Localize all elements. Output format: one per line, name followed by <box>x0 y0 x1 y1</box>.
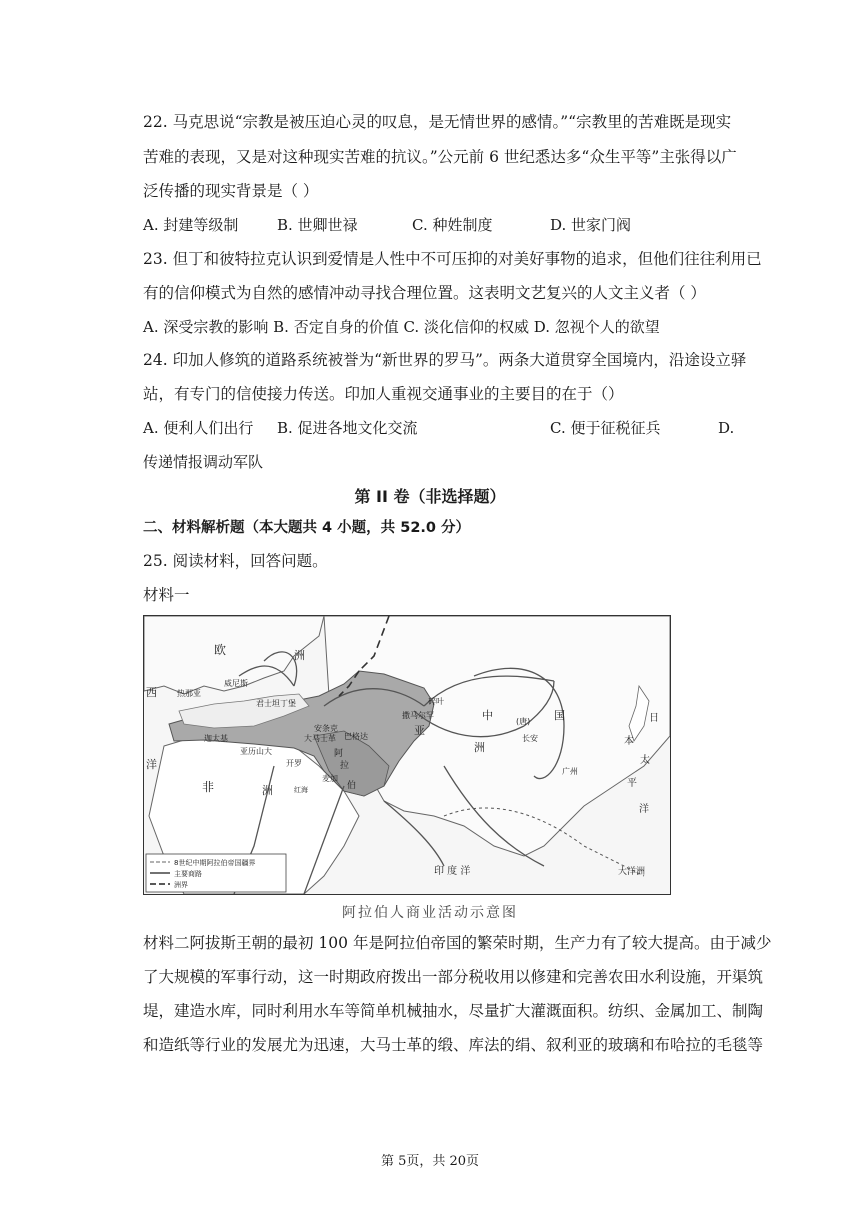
page-footer: 第 5页，共 20页 <box>380 1154 480 1169</box>
q22-option-c: C. 种姓制度 <box>412 216 493 234</box>
label-carthage: 迦太基 <box>204 734 228 743</box>
q22-option-a: A. 封建等级制 <box>143 216 239 234</box>
legend-boundary: 8世纪中期阿拉伯帝国疆界 <box>174 859 256 867</box>
label-red-sea: 红海 <box>294 786 308 794</box>
material-two-line-3: 堤，建造水库，同时利用水车等简单机械抽水，尽量扩大灌溉面积。纺织、金属加工、制陶 <box>143 1002 764 1020</box>
label-cairo: 开罗 <box>286 759 302 768</box>
label-arabia-2: 拉 <box>340 761 350 771</box>
label-mecca: 麦加 <box>322 774 338 783</box>
legend-continent-border: 洲界 <box>174 881 188 889</box>
material-two-line-4: 和造纸等行业的发展尤为迅速，大马士革的缎、库法的绢、叙利亚的玻璃和布哈拉的毛毯等 <box>143 1036 764 1054</box>
map-caption: 阿拉伯人商业活动示意图 <box>342 905 518 921</box>
label-west-1: 西 <box>146 686 157 699</box>
q24-option-d-text: 传递情报调动军队 <box>143 453 264 471</box>
label-arabia-3: 伯 <box>347 781 357 791</box>
q24-option-d: D. <box>718 419 735 437</box>
q23-line-2: 有的信仰模式为自然的感情冲动寻找合理位置。这表明文艺复兴的人文主义者（ ） <box>143 284 706 302</box>
material-two-line-1: 材料二阿拔斯王朝的最初 100 年是阿拉伯帝国的繁荣时期，生产力有了较大提高。由于减少 <box>143 934 772 952</box>
q24-option-b: B. 促进各地文化交流 <box>277 419 418 437</box>
label-europe-1: 欧 <box>214 643 227 657</box>
q22-line-1: 22. 马克思说“宗教是被压迫心灵的叹息，是无情世界的感情。”“宗教里的苦难既是现实 <box>143 113 732 131</box>
q24-option-a: A. 便利人们出行 <box>143 419 254 437</box>
q23-options: A. 深受宗教的影响 B. 否定自身的价值 C. 淡化信仰的权威 D. 忽视个人的欲望 <box>143 318 660 336</box>
label-tang: (唐) <box>516 717 531 726</box>
label-china-2: 国 <box>554 709 565 722</box>
label-japan-1: 日 <box>649 713 659 724</box>
label-indian-ocean: 印 度 洋 <box>434 866 471 877</box>
label-oceania: 大洋洲 <box>618 867 646 877</box>
legend-trade-route: 主要商路 <box>174 870 202 878</box>
label-japan-2: 本 <box>624 736 634 747</box>
label-genoa: 热那亚 <box>177 689 201 698</box>
label-china-1: 中 <box>482 709 493 722</box>
label-damascus: 大马士革 <box>304 734 336 743</box>
label-pacific-2: 平 <box>627 778 637 789</box>
q22-line-2: 苦难的表现，又是对这种现实苦难的抗议。”公元前 6 世纪悉达多“众生平等”主张得以广 <box>143 148 737 166</box>
material-one-label: 材料一 <box>143 586 190 604</box>
label-alexandria: 亚历山大 <box>240 747 272 756</box>
q22-option-d: D. 世家门阀 <box>550 216 632 234</box>
label-guangzhou: 广州 <box>562 767 578 776</box>
q22-option-b: B. 世卿世禄 <box>277 216 358 234</box>
label-antioch: 安条克 <box>314 724 338 733</box>
section-title: 第 II 卷（非选择题） <box>354 487 506 506</box>
label-constantinople: 君士坦丁堡 <box>256 699 296 708</box>
label-samarkand: 撒马尔罕 <box>402 711 434 720</box>
label-asia-1: 亚 <box>414 724 425 737</box>
label-pacific-3: 洋 <box>639 804 649 815</box>
label-changan: 长安 <box>522 734 538 743</box>
label-africa-2: 洲 <box>262 784 273 797</box>
q23-line-1: 23. 但丁和彼特拉克认识到爱情是人性中不可压抑的对美好事物的追求，但他们往往利用已 <box>143 250 762 268</box>
arab-trade-map <box>143 615 671 895</box>
label-baghdad: 巴格达 <box>344 732 368 741</box>
q24-line-1: 24. 印加人修筑的道路系统被誉为“新世界的罗马”。两条大道贯穿全国境内，沿途设立驿 <box>143 351 747 369</box>
q25-line-1: 25. 阅读材料，回答问题。 <box>143 552 328 570</box>
label-suiye: 碎叶 <box>428 697 444 706</box>
label-africa-1: 非 <box>202 780 215 794</box>
label-europe-2: 洲 <box>294 649 305 662</box>
label-arabia-1: 阿 <box>334 749 344 759</box>
label-venice: 威尼斯 <box>224 679 248 688</box>
label-asia-2: 洲 <box>474 741 485 754</box>
section-heading: 二、材料解析题（本大题共 4 小题，共 52.0 分） <box>143 520 471 536</box>
map-svg <box>144 616 670 894</box>
q24-line-2: 站，有专门的信使接力传送。印加人重视交通事业的主要目的在于（） <box>143 385 624 403</box>
label-pacific-1: 太 <box>640 755 650 766</box>
q22-line-3: 泛传播的现实背景是（ ） <box>143 182 319 200</box>
material-two-line-2: 了大规模的军事行动，这一时期政府拨出一部分税收用以修建和完善农田水利设施，开渠筑 <box>143 968 764 986</box>
label-west-2: 洋 <box>146 758 157 771</box>
q24-option-c: C. 便于征税征兵 <box>550 419 661 437</box>
